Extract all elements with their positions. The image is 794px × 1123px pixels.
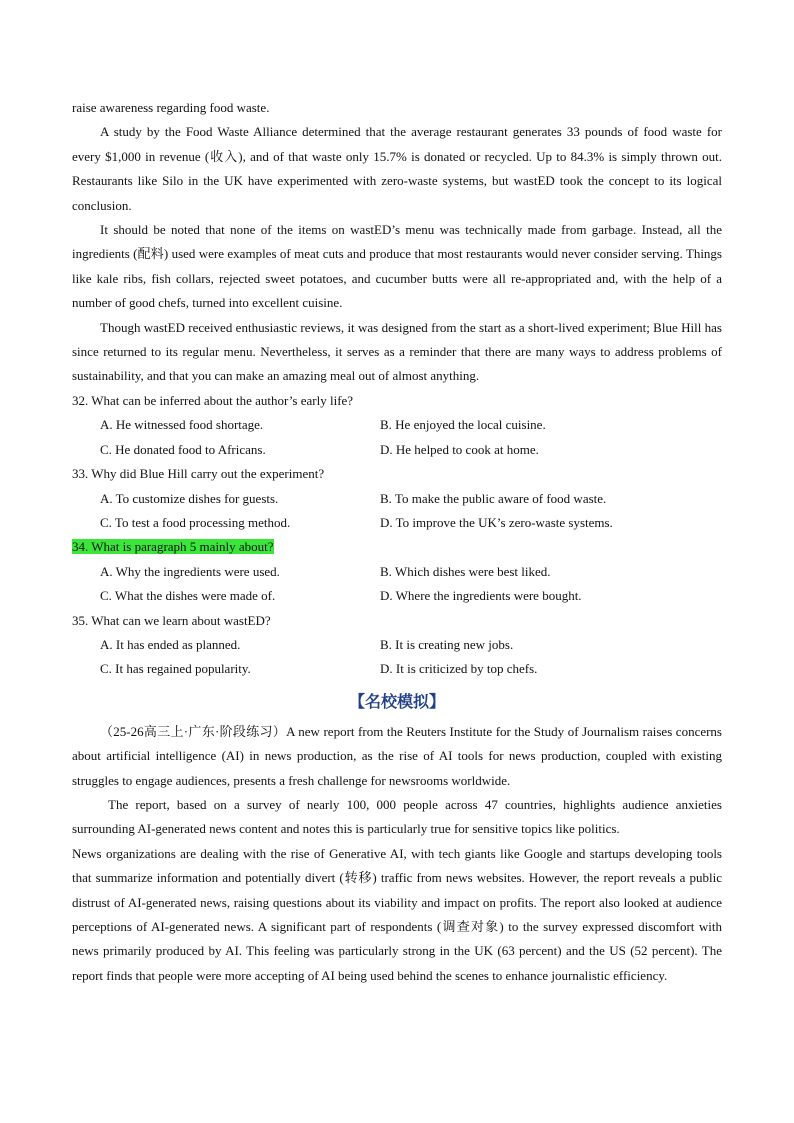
- option-a: A. Why the ingredients were used.: [100, 563, 280, 579]
- question-35: [72, 609, 722, 682]
- question-34: [72, 535, 722, 608]
- option-d: D. Where the ingredients were bought.: [380, 588, 582, 604]
- document-page: [72, 96, 722, 988]
- question-stem: 35. What can we learn about wastED?: [72, 612, 271, 628]
- option-d: D. To improve the UK’s zero-waste systems.: [380, 514, 613, 530]
- passage-paragraph-3: It should be noted that none of the items on wastED’s menu was technically made from garbage. Instead, all the ingredients (配料) used were examples of meat cuts and produce that most restaurants would never consider serving. Things like kale ribs, fish collars, rejected sweet potatoes, and cucumber butts were all re-appropriated and, with the help of a number of good chefs, turned into excellent cuisine.: [72, 222, 722, 311]
- option-b: B. To make the public aware of food waste.: [380, 490, 607, 506]
- option-b: B. Which dishes were best liked.: [380, 563, 551, 579]
- question-stem: 32. What can be inferred about the author’s early life?: [72, 392, 354, 408]
- option-c: C. What the dishes were made of.: [100, 588, 276, 604]
- option-d: D. He helped to cook at home.: [380, 441, 539, 457]
- question-33: [72, 462, 722, 535]
- question-32: [72, 389, 722, 462]
- passage-paragraph-4: Though wastED received enthusiastic reviews, it was designed from the start as a short-lived experiment; Blue Hill has since returned to its regular menu. Nevertheless, it serves as a reminder that there are many ways to address problems of sustainability, and that you can make an amazing meal out of almost anything.: [72, 319, 722, 384]
- option-c: C. It has regained popularity.: [100, 661, 251, 677]
- section-paragraph-3: News organizations are dealing with the rise of Generative AI, with tech giants like Google and startups developing tools that summarize information and potentially divert (转移) traffic from news websites. However, the report reveals a public distrust of AI-generated news, raising questions about its viability and impact on profits. The report also looked at audience perceptions of AI-generated news. A significant part of respondents (调查对象) to the survey expressed discomfort with news primarily produced by AI. This feeling was particularly strong in the UK (63 percent) and the US (52 percent). The report finds that people were more accepting of AI being used behind the scenes to enhance journalistic efficiency.: [72, 845, 722, 983]
- passage-line-0: raise awareness regarding food waste.: [72, 100, 270, 115]
- option-b: B. He enjoyed the local cuisine.: [380, 417, 546, 433]
- option-a: A. It has ended as planned.: [100, 636, 241, 652]
- section-paragraph-2: The report, based on a survey of nearly 100, 000 people across 47 countries, highlights audience anxieties surrounding AI-generated news content and notes this is particularly true for sensitive topics like politics.: [72, 796, 722, 837]
- passage-paragraph-2: A study by the Food Waste Alliance determined that the average restaurant generates 33 pounds of food waste for every $1,000 in revenue (收入), and of that waste only 15.7% is donated or recycled. Up to 84.3% is simply thrown out. Restaurants like Silo in the UK have experimented with zero-waste systems, but wastED took the concept to its logical conclusion.: [72, 124, 722, 213]
- question-stem: 33. Why did Blue Hill carry out the experiment?: [72, 466, 325, 482]
- section-title: 【名校模拟】: [348, 691, 445, 711]
- option-c: C. To test a food processing method.: [100, 514, 291, 530]
- option-a: A. To customize dishes for guests.: [100, 490, 279, 506]
- option-b: B. It is creating new jobs.: [380, 636, 514, 652]
- option-a: A. He witnessed food shortage.: [100, 417, 264, 433]
- question-stem-highlighted: 34. What is paragraph 5 mainly about?: [72, 539, 274, 555]
- option-c: C. He donated food to Africans.: [100, 441, 266, 457]
- section-paragraph-1: （25-26高三上·广东·阶段练习）A new report from the Reuters Institute for the Study of Journalism raises concerns about artificial intelligence (AI) in news production, as the rise of AI tools for news production, coupled with existing struggles to engage audiences, presents a fresh challenge for newsrooms worldwide.: [72, 723, 722, 788]
- option-d: D. It is criticized by top chefs.: [380, 661, 538, 677]
